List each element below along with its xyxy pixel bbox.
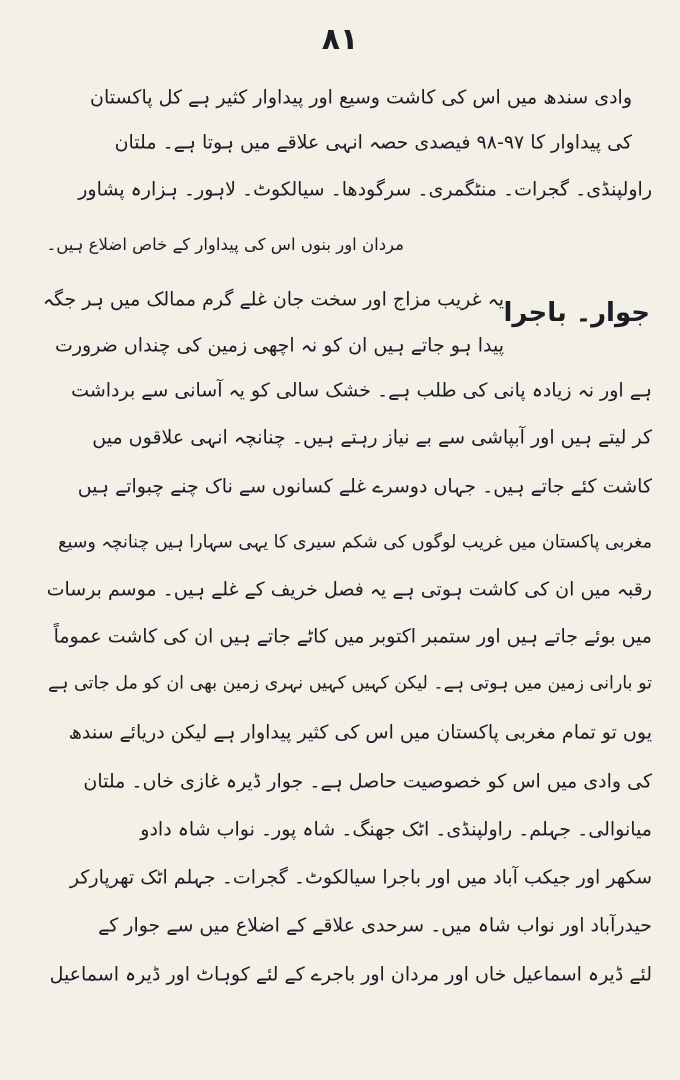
paragraph-line: حیدرآباد اور نواب شاہ میں۔ سرحدی علاقے کے اضلاع میں سے جوار کے <box>98 914 652 937</box>
paragraph-line: مردان اور بنوں اس کی پیداوار کے خاص اضلاع ہیں۔ <box>46 234 404 254</box>
paragraph-line: لئے ڈیرہ اسماعیل خاں اور مردان اور باجرے کے لئے کوہاٹ اور ڈیرہ اسماعیل <box>49 963 652 986</box>
paragraph-line: کی وادی میں اس کو خصوصیت حاصل ہے۔ جوار ڈیرہ غازی خاں۔ ملتان <box>83 770 652 793</box>
paragraph-line: پیدا ہو جاتے ہیں ان کو نہ اچھی زمین کی چنداں ضرورت <box>54 334 504 357</box>
paragraph-line: یوں تو تمام مغربی پاکستان میں اس کی کثیر پیداوار ہے لیکن دریائے سندھ <box>68 721 652 744</box>
paragraph-line: مغربی پاکستان میں غریب لوگوں کی شکم سیری کا یہی سہارا ہیں چنانچہ وسیع <box>58 532 652 553</box>
paragraph-line: میں بوئے جاتے ہیں اور ستمبر اکتوبر میں کاٹے جاتے ہیں ان کی کاشت عموماً <box>53 625 652 648</box>
paragraph-line: راولپنڈی۔ گجرات۔ منٹگمری۔ سرگودھا۔ سیالکوٹ۔ لاہور۔ ہزارہ پشاور <box>78 178 652 201</box>
paragraph-line: وادی سندھ میں اس کی کاشت وسیع اور پیداوار کثیر ہے کل پاکستان <box>89 86 632 109</box>
paragraph-line: یہ غریب مزاج اور سخت جان غلے گرم ممالک میں ہر جگہ <box>42 288 504 311</box>
paragraph-line: سکھر اور جیکب آباد میں اور باجرا سیالکوٹ۔ گجرات۔ جہلم اٹک تھرپارکر <box>69 866 652 889</box>
paragraph-line: رقبہ میں ان کی کاشت ہوتی ہے یہ فصل خریف کے غلے ہیں۔ موسم برسات <box>46 578 652 601</box>
paragraph-line: کی پیداوار کا ۹۷-۹۸ فیصدی حصہ انہی علاقے میں ہوتا ہے۔ ملتان <box>114 131 632 154</box>
paragraph-line: کر لیتے ہیں اور آبپاشی سے بے نیاز رہتے ہیں۔ چنانچہ انہی علاقوں میں <box>92 426 652 449</box>
paragraph-line: کاشت کئے جاتے ہیں۔ جہاں دوسرے غلے کسانوں سے ناک چنے چبواتے ہیں <box>77 475 652 498</box>
page-number: ۸۱ <box>321 22 359 57</box>
paragraph-line: تو بارانی زمین میں ہوتی ہے۔ لیکن کہیں کہیں نہری زمین بھی ان کو مل جاتی ہے <box>47 673 652 694</box>
section-heading: جوار۔ باجرا <box>503 298 650 328</box>
paragraph-line: ہے اور نہ زیادہ پانی کی طلب ہے۔ خشک سالی کو یہ آسانی سے برداشت <box>71 379 652 402</box>
paragraph-line: میانوالی۔ جہلم۔ راولپنڈی۔ اٹک جھنگ۔ شاہ پور۔ نواب شاہ دادو <box>140 818 652 841</box>
